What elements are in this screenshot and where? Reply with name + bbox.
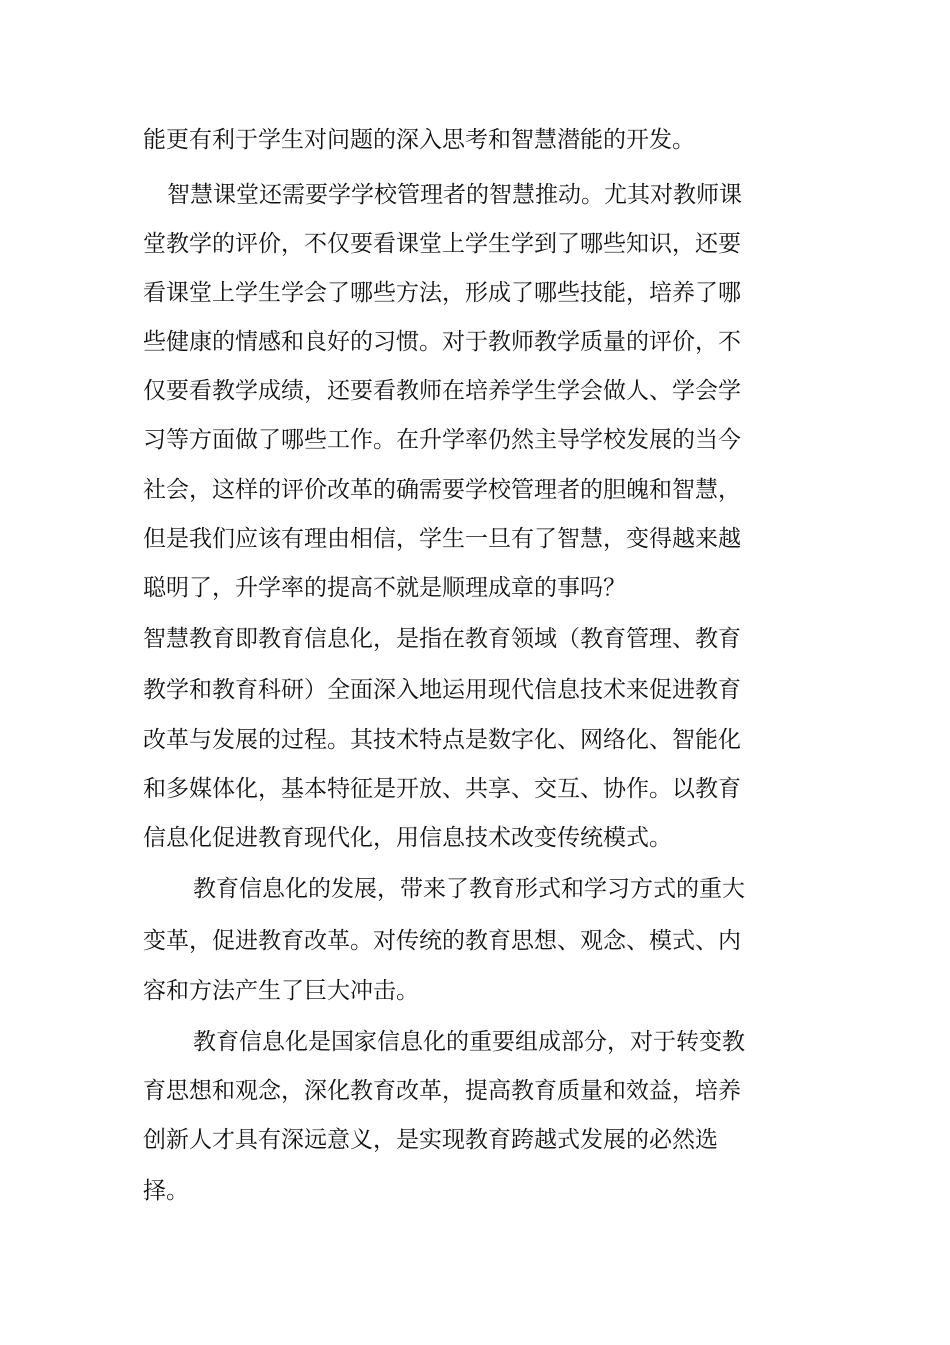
text-line: 习等方面做了哪些工作。在升学率仍然主导学校发展的当今: [143, 427, 741, 453]
text-line: 智慧课堂还需要学学校管理者的智慧推动。尤其对教师课: [167, 182, 742, 208]
text-line: 创新人才具有深远意义，是实现教育跨越式发展的必然选: [143, 1127, 718, 1153]
text-line: 些健康的情感和良好的习惯。对于教师教学质量的评价，不: [143, 329, 741, 355]
text-line: 信息化促进教育现代化，用信息技术改变传统模式。: [143, 825, 672, 851]
text-line: 能更有利于学生对问题的深入思考和智慧潜能的开发。: [143, 127, 695, 153]
text-line: 容和方法产生了巨大冲击。: [143, 978, 419, 1004]
text-line: 看课堂上学生学会了哪些方法，形成了哪些技能，培养了哪: [143, 280, 741, 306]
text-line: 聪明了，升学率的提高不就是顺理成章的事吗？: [143, 575, 626, 601]
text-line: 育思想和观念，深化教育改革，提高教育质量和效益，培养: [143, 1078, 741, 1104]
text-line: 改革与发展的过程。其技术特点是数字化、网络化、智能化: [143, 727, 741, 753]
text-line: 和多媒体化，基本特征是开放、共享、交互、协作。以教育: [143, 776, 741, 802]
text-line: 择。: [143, 1178, 189, 1204]
text-line: 但是我们应该有理由相信，学生一旦有了智慧，变得越来越: [143, 526, 741, 552]
text-line: 社会，这样的评价改革的确需要学校管理者的胆魄和智慧，: [143, 477, 741, 503]
text-line: 仅要看教学成绩，还要看教师在培养学生学会做人、学会学: [143, 378, 741, 404]
text-line: 智慧教育即教育信息化，是指在教育领域（教育管理、教育: [143, 626, 741, 652]
text-line: 教育信息化是国家信息化的重要组成部分，对于转变教: [193, 1029, 745, 1055]
text-line: 变革，促进教育改革。对传统的教育思想、观念、模式、内: [143, 928, 741, 954]
text-line: 教学和教育科研）全面深入地运用现代信息技术来促进教育: [143, 677, 741, 703]
text-line: 教育信息化的发展，带来了教育形式和学习方式的重大: [193, 876, 745, 902]
text-line: 堂教学的评价，不仅要看课堂上学生学到了哪些知识，还要: [143, 231, 741, 257]
